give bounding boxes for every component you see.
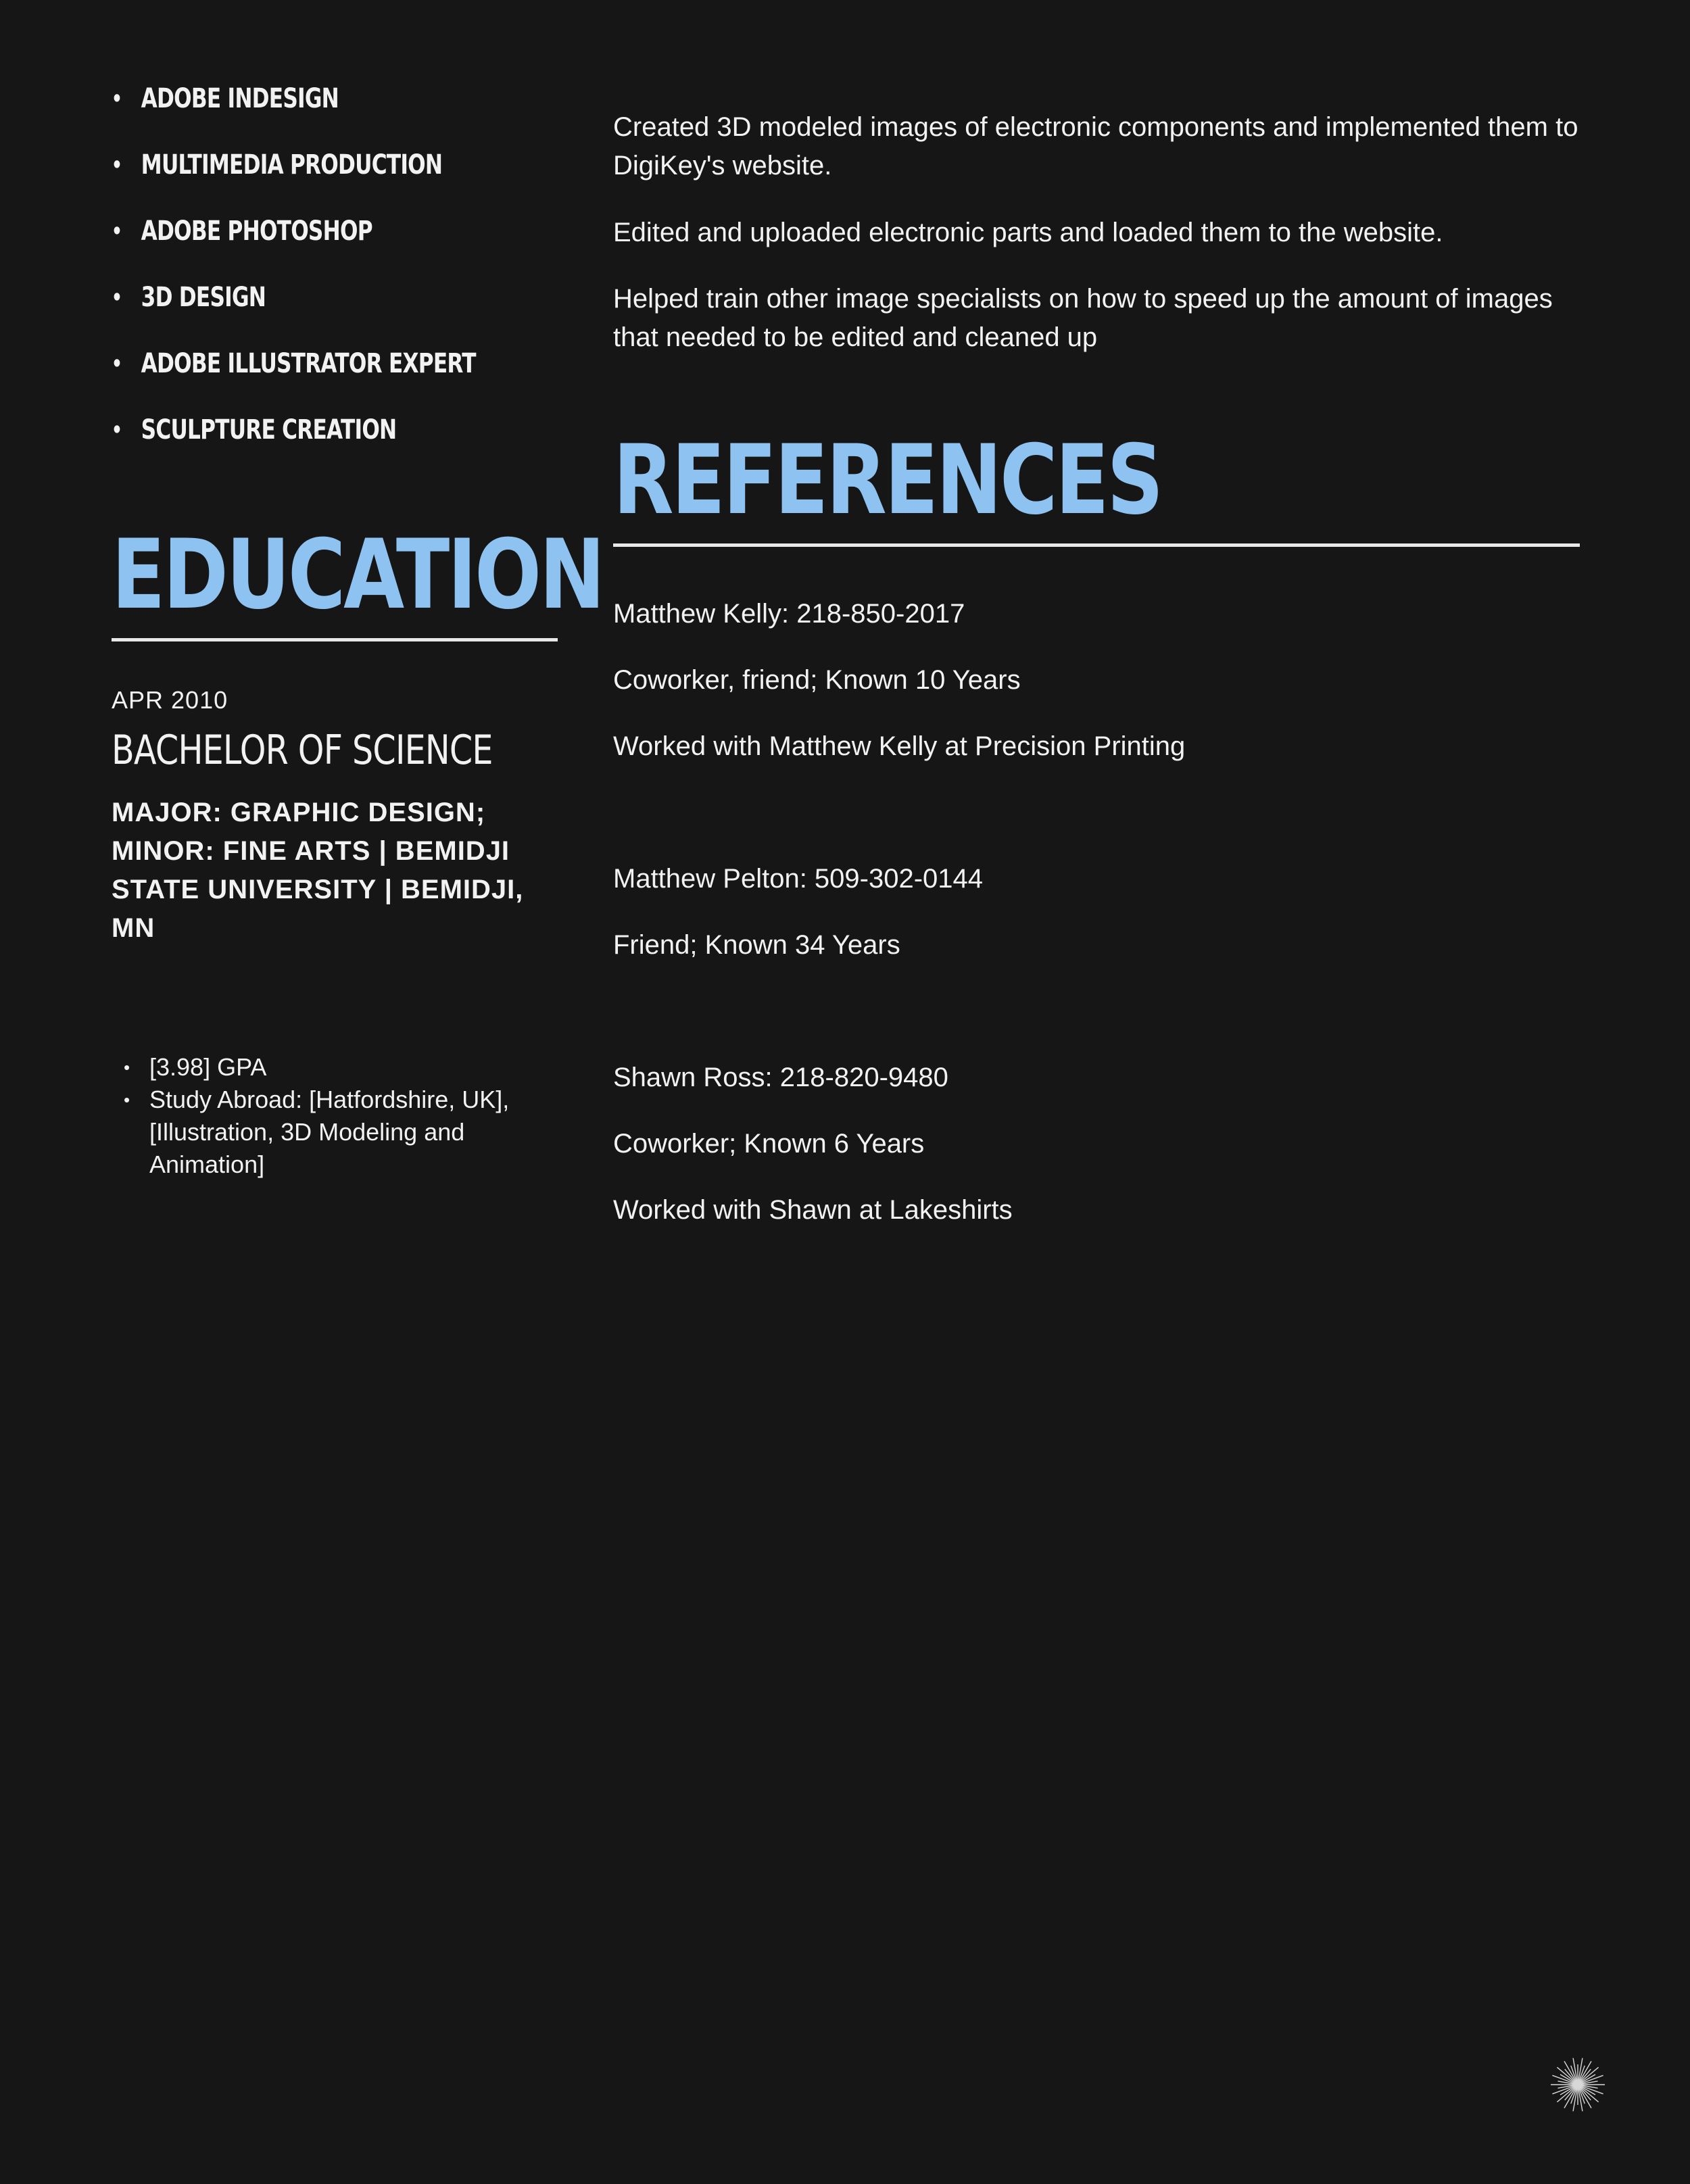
skill-label: ADOBE INDESIGN xyxy=(141,83,339,114)
education-detail-text: [3.98] GPA xyxy=(149,1053,267,1081)
skill-item xyxy=(112,134,573,200)
skill-item xyxy=(112,399,573,465)
skill-label: ADOBE ILLUSTRATOR EXPERT xyxy=(141,348,476,379)
bullet-icon: • xyxy=(112,417,122,443)
skill-item xyxy=(112,200,573,266)
major-line: STATE UNIVERSITY | BEMIDJI, xyxy=(112,875,524,904)
skill-label: MULTIMEDIA PRODUCTION xyxy=(141,149,443,180)
bullet-icon: • xyxy=(112,285,122,310)
references-section-header xyxy=(613,424,1580,547)
reference-note: Worked with Shawn at Lakeshirts xyxy=(613,1195,1013,1225)
education-detail-text: Study Abroad: [Hatfordshire, UK], [Illustration, 3D Modeling and Animation] xyxy=(149,1086,510,1178)
skill-item xyxy=(112,266,573,333)
skill-item xyxy=(112,333,573,399)
education-major xyxy=(112,794,558,948)
bullet-icon: • xyxy=(112,152,122,178)
education-divider xyxy=(112,638,558,641)
reference-note: Worked with Matthew Kelly at Precision Printing xyxy=(613,731,1186,761)
skill-label: 3D DESIGN xyxy=(141,282,266,313)
major-line: MAJOR: GRAPHIC DESIGN; xyxy=(112,798,486,827)
reference-contact: Shawn Ross: 218-820-9480 xyxy=(613,1063,948,1092)
left-column xyxy=(112,68,603,1178)
bullet-icon: • xyxy=(112,86,122,112)
skill-item xyxy=(112,68,573,134)
education-section-header xyxy=(112,519,603,641)
bullet-icon: • xyxy=(112,218,122,244)
reference-contact: Matthew Kelly: 218-850-2017 xyxy=(613,599,965,629)
skill-label: ADOBE PHOTOSHOP xyxy=(141,216,372,247)
reference-relation: Friend; Known 34 Years xyxy=(613,930,900,960)
major-line: MINOR: FINE ARTS | BEMIDJI xyxy=(112,836,510,866)
education-detail-item xyxy=(112,1051,558,1084)
bullet-icon: • xyxy=(124,1057,130,1077)
references-heading: REFERENCES xyxy=(613,424,1161,536)
reference-contact: Matthew Pelton: 509-302-0144 xyxy=(613,864,984,894)
experience-paragraph: Helped train other image specialists on how to speed up the amount of images that needed to be edited and cleaned up xyxy=(613,284,1553,352)
experience-paragraph: Created 3D modeled images of electronic components and implemented them to DigiKey's website. xyxy=(613,112,1578,180)
starburst-icon xyxy=(1549,2056,1606,2113)
education-heading: EDUCATION xyxy=(112,519,603,631)
bullet-icon: • xyxy=(112,351,122,377)
references-divider xyxy=(613,543,1580,547)
education-detail-item xyxy=(112,1084,558,1181)
bullet-icon: • xyxy=(124,1090,130,1110)
education-degree: BACHELOR OF SCIENCE xyxy=(112,727,493,774)
major-line: MN xyxy=(112,913,155,943)
education-date: APR 2010 xyxy=(112,686,228,714)
skills-list xyxy=(112,68,558,465)
reference-relation: Coworker; Known 6 Years xyxy=(613,1129,925,1159)
skill-label: SCULPTURE CREATION xyxy=(141,414,397,445)
reference-relation: Coworker, friend; Known 10 Years xyxy=(613,665,1021,695)
experience-paragraph: Edited and uploaded electronic parts and loaded them to the website. xyxy=(613,218,1443,247)
education-details-list xyxy=(112,1051,558,1181)
